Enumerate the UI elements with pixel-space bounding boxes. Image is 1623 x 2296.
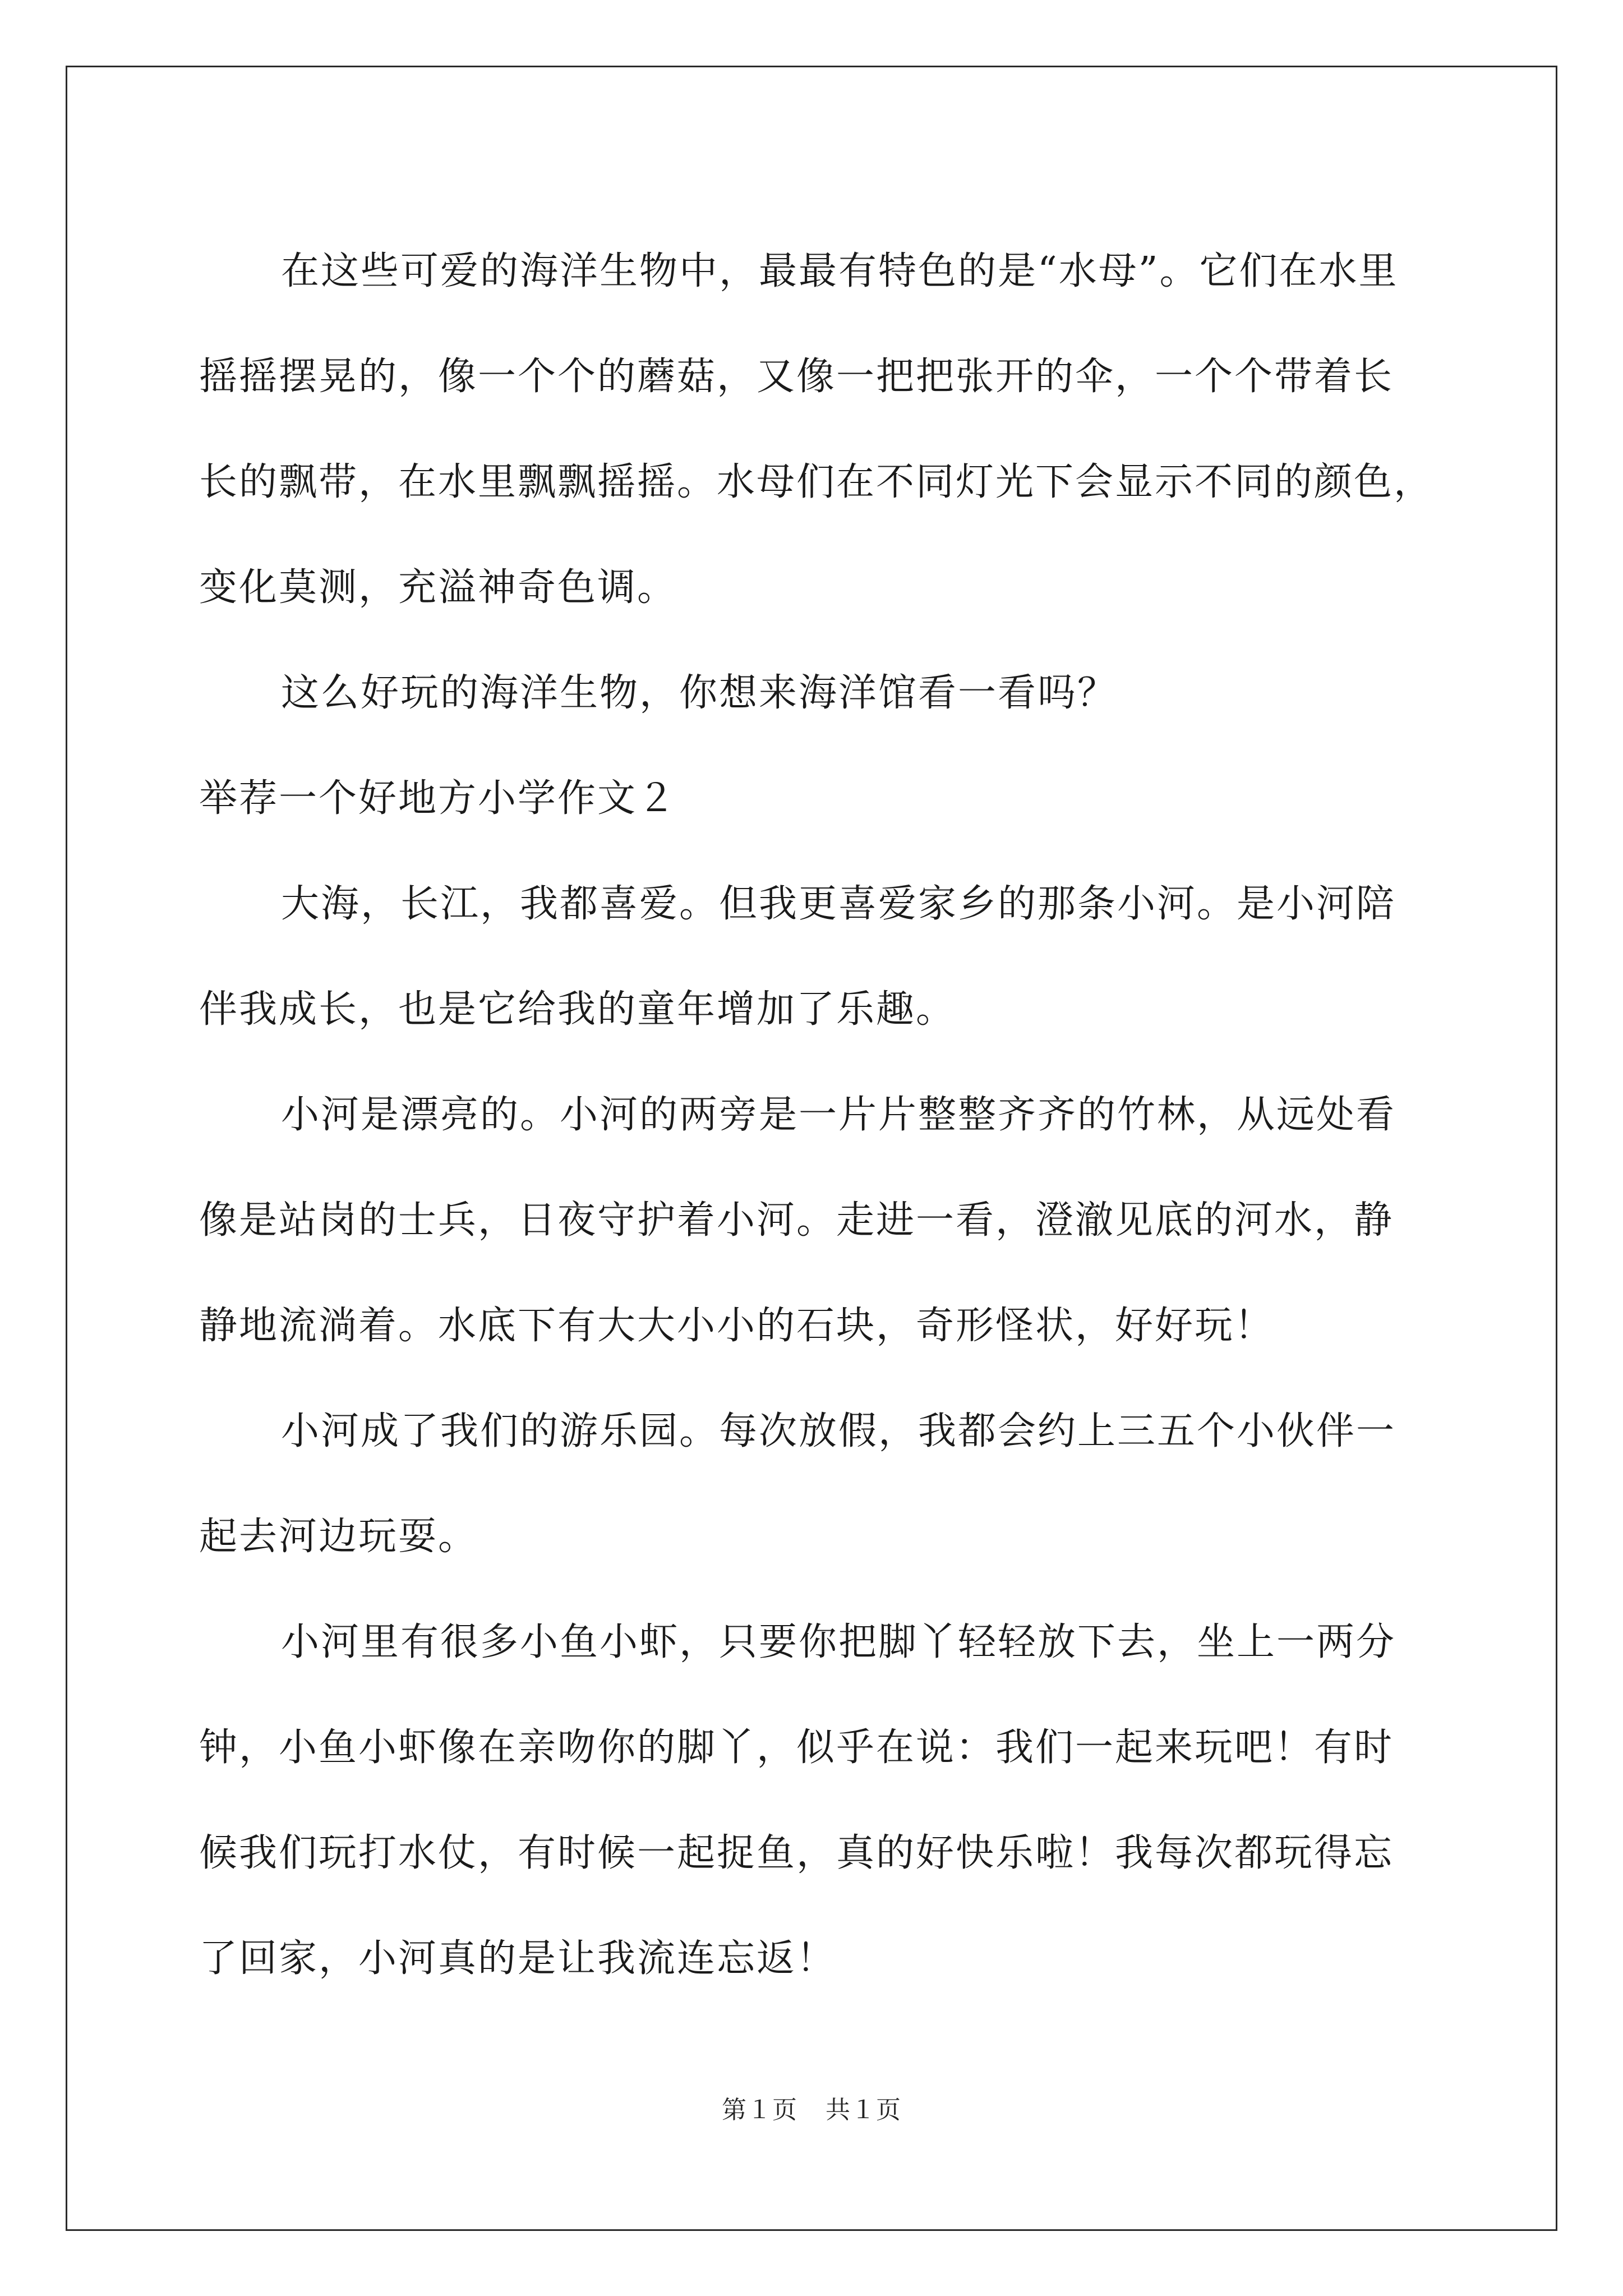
paragraph: [199, 1590, 1461, 2012]
document-body: [199, 219, 1461, 2012]
text-line: 了回家，小河真的是让我流连忘返！: [199, 1936, 837, 1981]
paragraph: [199, 852, 1461, 1062]
text-line: 像是站岗的士兵，日夜守护着小河。走进一看，澄澈见底的河水，静: [199, 1198, 1394, 1243]
paragraph: [199, 641, 1461, 746]
text-line: 摇摇摆晃的，像一个个的蘑菇，又像一把把张开的伞，一个个带着长: [199, 355, 1394, 399]
text-line: 伴我成长，也是它给我的童年增加了乐趣。: [199, 987, 956, 1032]
text-line: 小河里有很多小鱼小虾，只要你把脚丫轻轻放下去，坐上一两分: [281, 1620, 1396, 1664]
text-line: 变化莫测，充溢神奇色调。: [199, 565, 677, 610]
text-line: 起去河边玩耍。: [199, 1515, 478, 1559]
text-line: 长的飘带，在水里飘飘摇摇。水母们在不同灯光下会显示不同的颜色，: [199, 460, 1434, 504]
text-line: 这么好玩的海洋生物，你想来海洋馆看一看吗？: [281, 671, 1118, 715]
paragraph: [199, 1379, 1461, 1590]
page-total: 共１页: [826, 2096, 901, 2124]
text-line: 小河是漂亮的。小河的两旁是一片片整整齐齐的竹林，从远处看: [281, 1093, 1396, 1137]
text-line: 钟，小鱼小虾像在亲吻你的脚丫，似乎在说：我们一起来玩吧！有时: [199, 1726, 1394, 1770]
text-line: 静地流淌着。水底下有大大小小的石块，奇形怪状，好好玩！: [199, 1304, 1275, 1348]
text-line: 大海，长江，我都喜爱。但我更喜爱家乡的那条小河。是小河陪: [281, 882, 1396, 926]
text-line: 小河成了我们的游乐园。每次放假，我都会约上三五个小伙伴一: [281, 1409, 1396, 1453]
text-line: 候我们玩打水仗，有时候一起捉鱼，真的好快乐啦！我每次都玩得忘: [199, 1831, 1394, 1875]
page-number: 第１页: [722, 2096, 797, 2124]
section-heading: 举荐一个好地方小学作文２: [199, 776, 677, 821]
paragraph: [199, 1062, 1461, 1379]
paragraph: [199, 219, 1461, 641]
text-line: 在这些可爱的海洋生物中，最最有特色的是“水母”。它们在水里: [281, 249, 1399, 293]
page-footer: [0, 2090, 1623, 2125]
